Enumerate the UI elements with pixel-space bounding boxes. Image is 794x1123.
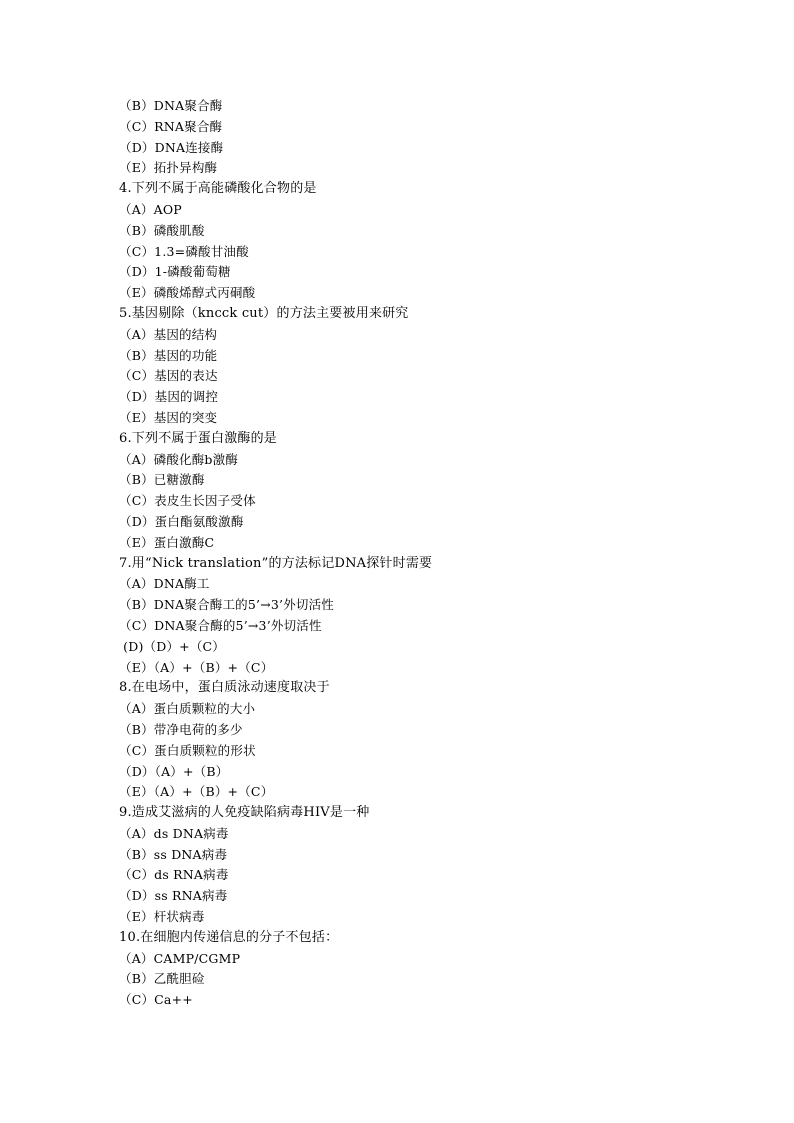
answer-option: （E）基因的突变 <box>119 409 218 425</box>
answer-option: （A）磷酸化酶b激酶 <box>119 451 239 467</box>
answer-option: （B）基因的功能 <box>119 347 218 363</box>
answer-option: （C）1.3=磷酸甘油酸 <box>119 243 249 259</box>
answer-option: （E）蛋白激酶C <box>119 534 215 550</box>
answer-option: （C）Ca++ <box>119 992 193 1008</box>
answer-option: （D）1-磷酸葡萄糖 <box>119 264 231 280</box>
answer-option: （D）DNA连接酶 <box>119 139 224 155</box>
answer-option: （C）基因的表达 <box>119 368 218 384</box>
answer-option: （C）表皮生长因子受体 <box>119 493 256 509</box>
answer-option: （B）带净电荷的多少 <box>119 721 243 737</box>
answer-option: （B）乙酰胆硷 <box>119 971 205 987</box>
answer-option: （D）蛋白酯氨酸激酶 <box>119 513 244 529</box>
answer-option: （C）DNA聚合酶的5’→3’外切活性 <box>119 617 322 633</box>
answer-option: （E）（A）+（B）+（C） <box>119 659 274 675</box>
answer-option: （B）DNA聚合酶工的5’→3’外切活性 <box>119 597 334 613</box>
question-stem: 7.用“Nick translation”的方法标记DNA探针时需要 <box>119 555 433 571</box>
question-stem: 4.下列不属于高能磷酸化合物的是 <box>119 181 317 197</box>
answer-option: （E）（A）+（B）+（C） <box>119 784 274 800</box>
answer-option: （C）ds RNA病毒 <box>119 867 229 883</box>
answer-option: （A）基因的结构 <box>119 326 218 342</box>
question-stem: 9.造成艾滋病的人免疫缺陷病毒HIV是一种 <box>119 805 370 821</box>
answer-option: (D)（D）+（C） <box>119 638 226 654</box>
question-stem: 10.在细胞内传递信息的分子不包括： <box>119 929 339 945</box>
answer-option: （D）ss RNA病毒 <box>119 888 228 904</box>
answer-option: （B）已糖激酶 <box>119 472 205 488</box>
question-stem: 6.下列不属于蛋白激酶的是 <box>119 430 278 446</box>
answer-option: （E）磷酸烯醇式丙硐酸 <box>119 285 256 301</box>
answer-option: （C）RNA聚合酶 <box>119 118 223 134</box>
question-list <box>119 96 759 1011</box>
answer-option: （E）杆状病毒 <box>119 909 205 925</box>
answer-option: （A）CAMP/CGMP <box>119 950 241 966</box>
answer-option: （B）ss DNA病毒 <box>119 846 228 862</box>
answer-option: （A）ds DNA病毒 <box>119 825 229 841</box>
answer-option: （C）蛋白质颗粒的形状 <box>119 742 256 758</box>
answer-option: （A）蛋白质颗粒的大小 <box>119 701 256 717</box>
answer-option: （D）基因的调控 <box>119 389 219 405</box>
answer-option: （B）磷酸肌酸 <box>119 222 205 238</box>
question-stem: 5.基因剔除（kncck cut）的方法主要被用来研究 <box>119 305 409 321</box>
question-stem: 8.在电场中，蛋白质泳动速度取决于 <box>119 680 330 696</box>
answer-option: （A）DNA酶工 <box>119 576 210 592</box>
answer-option: （B）DNA聚合酶 <box>119 98 223 113</box>
answer-option: （A）AOP <box>119 201 182 217</box>
answer-option: （E）拓扑异构酶 <box>119 160 218 176</box>
answer-option: （D）（A）+（B） <box>119 763 229 779</box>
